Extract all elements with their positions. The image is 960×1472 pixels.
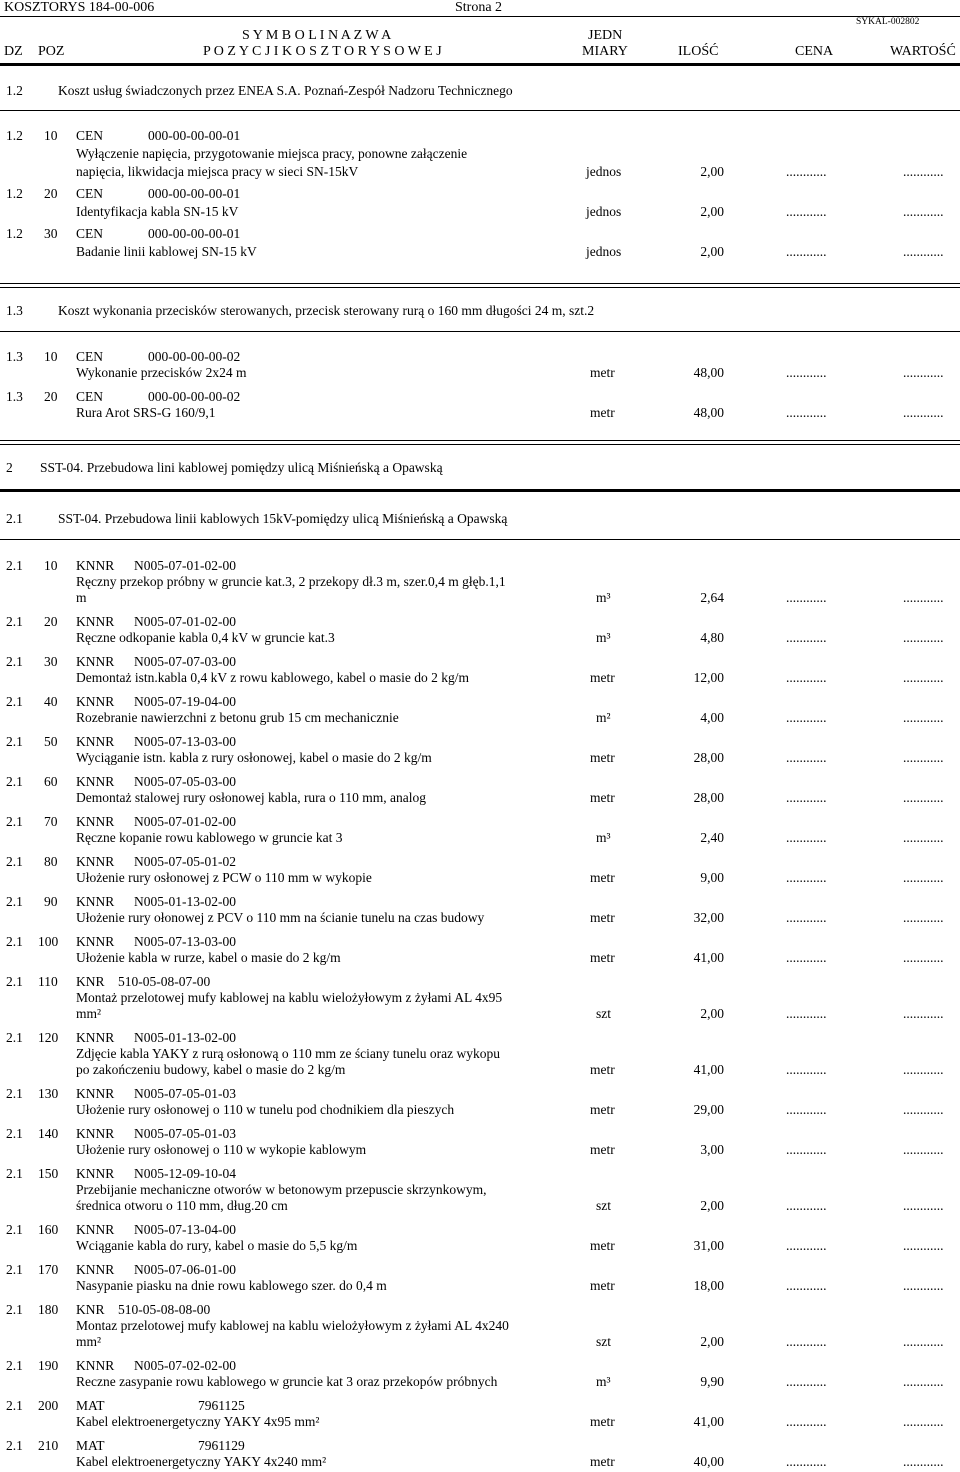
row-description: Rura Arot SRS-G 160/9,1 [76,405,216,420]
row-catalog: CEN [76,226,103,241]
row-unit: metr [590,910,615,925]
row-number: 510-05-08-08-00 [118,1302,211,1317]
row-description: Wciąganie kabla do rury, kabel o masie do 5,5 kg/m [76,1238,358,1253]
row-dz: 1.2 [6,128,23,143]
row-value: ............ [903,365,944,380]
row-dz: 2.1 [6,1358,23,1373]
row-number: 510-05-08-07-00 [118,974,211,989]
section-rule [0,110,960,111]
section-title: Koszt usług świadczonych przez ENEA S.A. Poznań-Zespół Nadzoru Technicznego [58,83,513,98]
col-cena: CENA [795,44,834,59]
row-description: Wykonanie przecisków 2x24 m [76,365,247,380]
row-price: ............ [786,1278,827,1293]
row-catalog: KNNR [76,814,115,829]
row-description: Wyciąganie istn. kabla z rury osłonowej, kabel o masie do 2 kg/m [76,750,432,765]
row-dz: 2.1 [6,1030,23,1045]
row-number: N005-07-01-02-00 [134,558,236,573]
row-value: ............ [903,1006,944,1021]
row-quantity: 2,00 [700,1006,724,1021]
row-description-2: mm² [76,1006,102,1021]
row-price: ............ [786,1374,827,1389]
row-dz: 1.2 [6,186,23,201]
row-poz: 20 [44,614,58,629]
row-number: N005-07-07-03-00 [134,654,236,669]
row-value: ............ [903,1334,944,1349]
row-dz: 2.1 [6,1302,23,1317]
row-value: ............ [903,1142,944,1157]
row-value: ............ [903,710,944,725]
row-number: N005-07-05-01-03 [134,1126,236,1141]
row-price: ............ [786,1102,827,1117]
row-price: ............ [786,710,827,725]
row-poz: 210 [38,1438,59,1453]
row-dz: 2.1 [6,894,23,909]
row-description-2: po zakończeniu budowy, kabel o masie do 2 kg/m [76,1062,346,1077]
row-number: N005-07-05-01-03 [134,1086,236,1101]
row-unit: jednos [586,164,622,179]
row-description: Zdjęcie kabla YAKY z rurą osłonową o 110 mm ze ściany tunelu oraz wykopu [76,1046,500,1061]
section-title: SST-04. Przebudowa lini kablowej pomiędzy ulicą Miśnieńską a Opawską [40,460,443,475]
row-catalog: MAT [76,1398,105,1413]
row-price: ............ [786,630,827,645]
row-description: Ułożenie rury ołonowej z PCV o 110 mm na ścianie tunelu na czas budowy [76,910,485,925]
row-number: N005-01-13-02-00 [134,1030,236,1045]
row-catalog: KNNR [76,934,115,949]
row-value: ............ [903,405,944,420]
row-value: ............ [903,204,944,219]
row-poz: 150 [38,1166,59,1181]
row-description: Wyłączenie napięcia, przygotowanie miejsca pracy, ponowne załączenie [76,146,468,161]
row-unit: szt [596,1006,611,1021]
row-quantity: 41,00 [693,950,724,965]
row-quantity: 41,00 [693,1062,724,1077]
row-dz: 2.1 [6,854,23,869]
row-description: Demontaż stalowej rury osłonowej kabla, rura o 110 mm, analog [76,790,427,805]
row-unit: metr [590,1238,615,1253]
col-jedn: JEDN [588,28,623,43]
row-number: N005-07-06-01-00 [134,1262,236,1277]
row-number: 7961129 [198,1438,245,1453]
row-price: ............ [786,405,827,420]
row-number: N005-07-13-03-00 [134,934,236,949]
row-price: ............ [786,910,827,925]
row-description: Ułożenie kabla w rurze, kabel o masie do 2 kg/m [76,950,341,965]
row-poz: 30 [44,226,58,241]
row-description-2: m [76,590,87,605]
row-unit: m³ [596,830,611,845]
row-unit: metr [590,1102,615,1117]
row-dz: 2.1 [6,734,23,749]
row-catalog: MAT [76,1438,105,1453]
row-poz: 170 [38,1262,59,1277]
row-unit: metr [590,790,615,805]
row-quantity: 2,40 [700,830,724,845]
row-unit: m² [596,710,611,725]
row-catalog: KNNR [76,734,115,749]
row-catalog: KNNR [76,894,115,909]
row-description: Ułożenie rury osłonowej o 110 w tunelu pod chodnikiem dla pieszych [76,1102,455,1117]
row-description-2: średnica otworu o 110 mm, dług.20 cm [76,1198,288,1213]
row-price: ............ [786,870,827,885]
row-value: ............ [903,164,944,179]
row-price: ............ [786,1414,827,1429]
row-dz: 2.1 [6,1398,23,1413]
page-number: Strona 2 [455,0,503,15]
row-unit: metr [590,870,615,885]
row-number: N005-07-19-04-00 [134,694,236,709]
row-description-2: napięcia, likwidacja miejsca pracy w sieci SN-15kV [76,164,359,179]
row-poz: 130 [38,1086,59,1101]
row-number: 000-00-00-00-02 [148,349,241,364]
row-dz: 2.1 [6,1166,23,1181]
row-quantity: 18,00 [693,1278,724,1293]
row-dz: 2.1 [6,1126,23,1141]
row-value: ............ [903,1102,944,1117]
section-rule [0,489,960,492]
section-end-rule [0,283,960,288]
row-value: ............ [903,1374,944,1389]
row-price: ............ [786,1334,827,1349]
section-title: SST-04. Przebudowa linii kablowych 15kV-pomiędzy ulicą Miśnieńską a Opawską [58,511,508,526]
row-poz: 120 [38,1030,59,1045]
row-description: Rozebranie nawierzchni z betonu grub 15 cm mechanicznie [76,710,399,725]
row-quantity: 12,00 [693,670,724,685]
row-quantity: 9,00 [700,870,724,885]
row-number: N005-07-02-02-00 [134,1358,236,1373]
row-description: Ręczne kopanie rowu kablowego w gruncie kat 3 [76,830,343,845]
row-number: N005-01-13-02-00 [134,894,236,909]
row-catalog: KNNR [76,1166,115,1181]
row-catalog: KNR [76,1302,105,1317]
row-value: ............ [903,870,944,885]
header-bottom-rule [0,63,960,66]
section-end-rule [0,440,960,445]
row-value: ............ [903,1062,944,1077]
row-value: ............ [903,590,944,605]
row-dz: 2.1 [6,1222,23,1237]
row-description: Ułożenie rury osłonowej o 110 w wykopie kablowym [76,1142,367,1157]
row-catalog: KNNR [76,558,115,573]
row-quantity: 48,00 [693,365,724,380]
row-poz: 20 [44,186,58,201]
row-number: N005-07-13-03-00 [134,734,236,749]
row-price: ............ [786,1062,827,1077]
row-unit: metr [590,1142,615,1157]
row-number: 000-00-00-00-01 [148,226,241,241]
row-number: 7961125 [198,1398,245,1413]
row-price: ............ [786,244,827,259]
row-unit: jednos [586,244,622,259]
col-wartosc: WARTOŚĆ [890,44,956,59]
row-number: N005-12-09-10-04 [134,1166,236,1181]
row-dz: 2.1 [6,558,23,573]
row-description: Badanie linii kablowej SN-15 kV [76,244,257,259]
row-poz: 50 [44,734,58,749]
row-price: ............ [786,1142,827,1157]
row-dz: 2.1 [6,1262,23,1277]
row-quantity: 32,00 [693,910,724,925]
row-value: ............ [903,1198,944,1213]
row-value: ............ [903,950,944,965]
row-poz: 40 [44,694,58,709]
row-price: ............ [786,790,827,805]
row-price: ............ [786,830,827,845]
row-value: ............ [903,670,944,685]
row-dz: 2.1 [6,1438,23,1453]
header-top-rule [0,16,960,17]
row-unit: m³ [596,630,611,645]
section-rule [0,331,960,332]
row-value: ............ [903,244,944,259]
row-catalog: KNNR [76,614,115,629]
col-ilosc: ILOŚĆ [678,44,719,59]
row-poz: 160 [38,1222,59,1237]
row-quantity: 3,00 [700,1142,724,1157]
row-poz: 100 [38,934,59,949]
row-price: ............ [786,590,827,605]
row-poz: 10 [44,128,58,143]
row-dz: 1.3 [6,349,23,364]
symbol-caption: S Y M B O L I N A Z W A [242,28,392,43]
row-price: ............ [786,1198,827,1213]
row-poz: 30 [44,654,58,669]
row-poz: 20 [44,389,58,404]
row-price: ............ [786,1454,827,1469]
row-dz: 1.3 [6,389,23,404]
row-price: ............ [786,750,827,765]
row-poz: 90 [44,894,58,909]
row-catalog: KNNR [76,854,115,869]
row-catalog: KNNR [76,1086,115,1101]
row-catalog: KNNR [76,1358,115,1373]
row-poz: 60 [44,774,58,789]
row-poz: 10 [44,349,58,364]
row-value: ............ [903,630,944,645]
row-number: N005-07-01-02-00 [134,814,236,829]
row-description: Ułożenie rury osłonowej z PCW o 110 mm w wykopie [76,870,372,885]
row-value: ............ [903,790,944,805]
row-number: 000-00-00-00-01 [148,128,241,143]
row-poz: 110 [38,974,58,989]
row-unit: metr [590,670,615,685]
row-value: ............ [903,1238,944,1253]
row-quantity: 31,00 [693,1238,724,1253]
row-unit: metr [590,1414,615,1429]
row-catalog: KNNR [76,694,115,709]
row-quantity: 40,00 [693,1454,724,1469]
row-catalog: CEN [76,349,103,364]
row-unit: metr [590,750,615,765]
row-unit: m³ [596,590,611,605]
row-number: 000-00-00-00-01 [148,186,241,201]
row-poz: 190 [38,1358,59,1373]
row-dz: 2.1 [6,694,23,709]
row-quantity: 2,64 [700,590,724,605]
row-catalog: CEN [76,186,103,201]
row-poz: 70 [44,814,58,829]
row-catalog: CEN [76,389,103,404]
row-quantity: 2,00 [700,164,724,179]
row-unit: metr [590,950,615,965]
row-dz: 2.1 [6,934,23,949]
row-description: Montaz przelotowej mufy kablowej na kablu wielożyłowym z żyłami AL 4x240 [76,1318,509,1333]
row-catalog: KNNR [76,774,115,789]
row-catalog: KNNR [76,1126,115,1141]
row-dz: 2.1 [6,974,23,989]
row-price: ............ [786,164,827,179]
section-rule [0,539,960,540]
row-quantity: 4,00 [700,710,724,725]
row-description: Kabel elektroenergetyczny YAKY 4x95 mm² [76,1414,320,1429]
row-poz: 200 [38,1398,59,1413]
row-value: ............ [903,1414,944,1429]
row-unit: jednos [586,204,622,219]
section-dz: 1.2 [6,83,23,98]
row-poz: 10 [44,558,58,573]
row-number: N005-07-05-01-02 [134,854,236,869]
row-value: ............ [903,910,944,925]
row-price: ............ [786,1006,827,1021]
col-miary: MIARY [582,44,628,59]
pozycji-caption: P O Z Y C J I K O S Z T O R Y S O W E J [203,44,442,59]
row-quantity: 9,90 [700,1374,724,1389]
row-unit: metr [590,365,615,380]
row-description: Montaż przelotowej mufy kablowej na kablu wielożyłowym z żyłami AL 4x95 [76,990,503,1005]
row-number: 000-00-00-00-02 [148,389,241,404]
row-poz: 180 [38,1302,59,1317]
row-value: ............ [903,750,944,765]
row-price: ............ [786,950,827,965]
col-poz: POZ [38,44,65,59]
row-dz: 2.1 [6,614,23,629]
row-unit: metr [590,1062,615,1077]
row-price: ............ [786,1238,827,1253]
row-unit: metr [590,1454,615,1469]
row-number: N005-07-05-03-00 [134,774,236,789]
row-catalog: KNNR [76,1262,115,1277]
col-dz: DZ [4,44,23,59]
row-quantity: 2,00 [700,1334,724,1349]
row-value: ............ [903,1454,944,1469]
section-dz: 2 [6,460,13,475]
row-catalog: KNNR [76,1222,115,1237]
row-quantity: 41,00 [693,1414,724,1429]
row-unit: szt [596,1334,611,1349]
row-description: Ręczny przekop próbny w gruncie kat.3, 2 przekopy dł.3 m, szer.0,4 m głęb.1,1 [76,574,506,589]
row-dz: 1.2 [6,226,23,241]
section-dz: 1.3 [6,303,23,318]
row-dz: 2.1 [6,654,23,669]
row-price: ............ [786,204,827,219]
row-number: N005-07-13-04-00 [134,1222,236,1237]
row-number: N005-07-01-02-00 [134,614,236,629]
row-description: Nasypanie piasku na dnie rowu kablowego szer. do 0,4 m [76,1278,387,1293]
row-quantity: 2,00 [700,244,724,259]
row-catalog: KNNR [76,1030,115,1045]
document-title: KOSZTORYS 184-00-006 [4,0,155,15]
document-code: SYKAL-002802 [856,17,920,27]
row-poz: 140 [38,1126,59,1141]
row-unit: m³ [596,1374,611,1389]
row-price: ............ [786,670,827,685]
row-catalog: KNR [76,974,105,989]
row-quantity: 48,00 [693,405,724,420]
row-value: ............ [903,830,944,845]
row-quantity: 29,00 [693,1102,724,1117]
row-description: Kabel elektroenergetyczny YAKY 4x240 mm² [76,1454,327,1469]
row-description-2: mm² [76,1334,102,1349]
row-description: Reczne zasypanie rowu kablowego w gruncie kat 3 oraz przekopów próbnych [76,1374,498,1389]
row-unit: szt [596,1198,611,1213]
row-description: Demontaż istn.kabla 0,4 kV z rowu kablowego, kabel o masie do 2 kg/m [76,670,470,685]
row-poz: 80 [44,854,58,869]
row-dz: 2.1 [6,1086,23,1101]
row-quantity: 28,00 [693,750,724,765]
row-unit: metr [590,1278,615,1293]
row-dz: 2.1 [6,814,23,829]
row-unit: metr [590,405,615,420]
row-value: ............ [903,1278,944,1293]
row-description: Przebijanie mechaniczne otworów w betonowym przepuscie skrzynkowym, [76,1182,487,1197]
row-dz: 2.1 [6,774,23,789]
row-quantity: 2,00 [700,1198,724,1213]
row-quantity: 2,00 [700,204,724,219]
section-dz: 2.1 [6,511,23,526]
row-description: Identyfikacja kabla SN-15 kV [76,204,239,219]
row-quantity: 28,00 [693,790,724,805]
row-catalog: KNNR [76,654,115,669]
row-price: ............ [786,365,827,380]
section-title: Koszt wykonania przecisków sterowanych, przecisk sterowany rurą o 160 mm długości 24 m, szt.2 [58,303,595,318]
row-catalog: CEN [76,128,103,143]
row-description: Ręczne odkopanie kabla 0,4 kV w gruncie kat.3 [76,630,335,645]
row-quantity: 4,80 [700,630,724,645]
